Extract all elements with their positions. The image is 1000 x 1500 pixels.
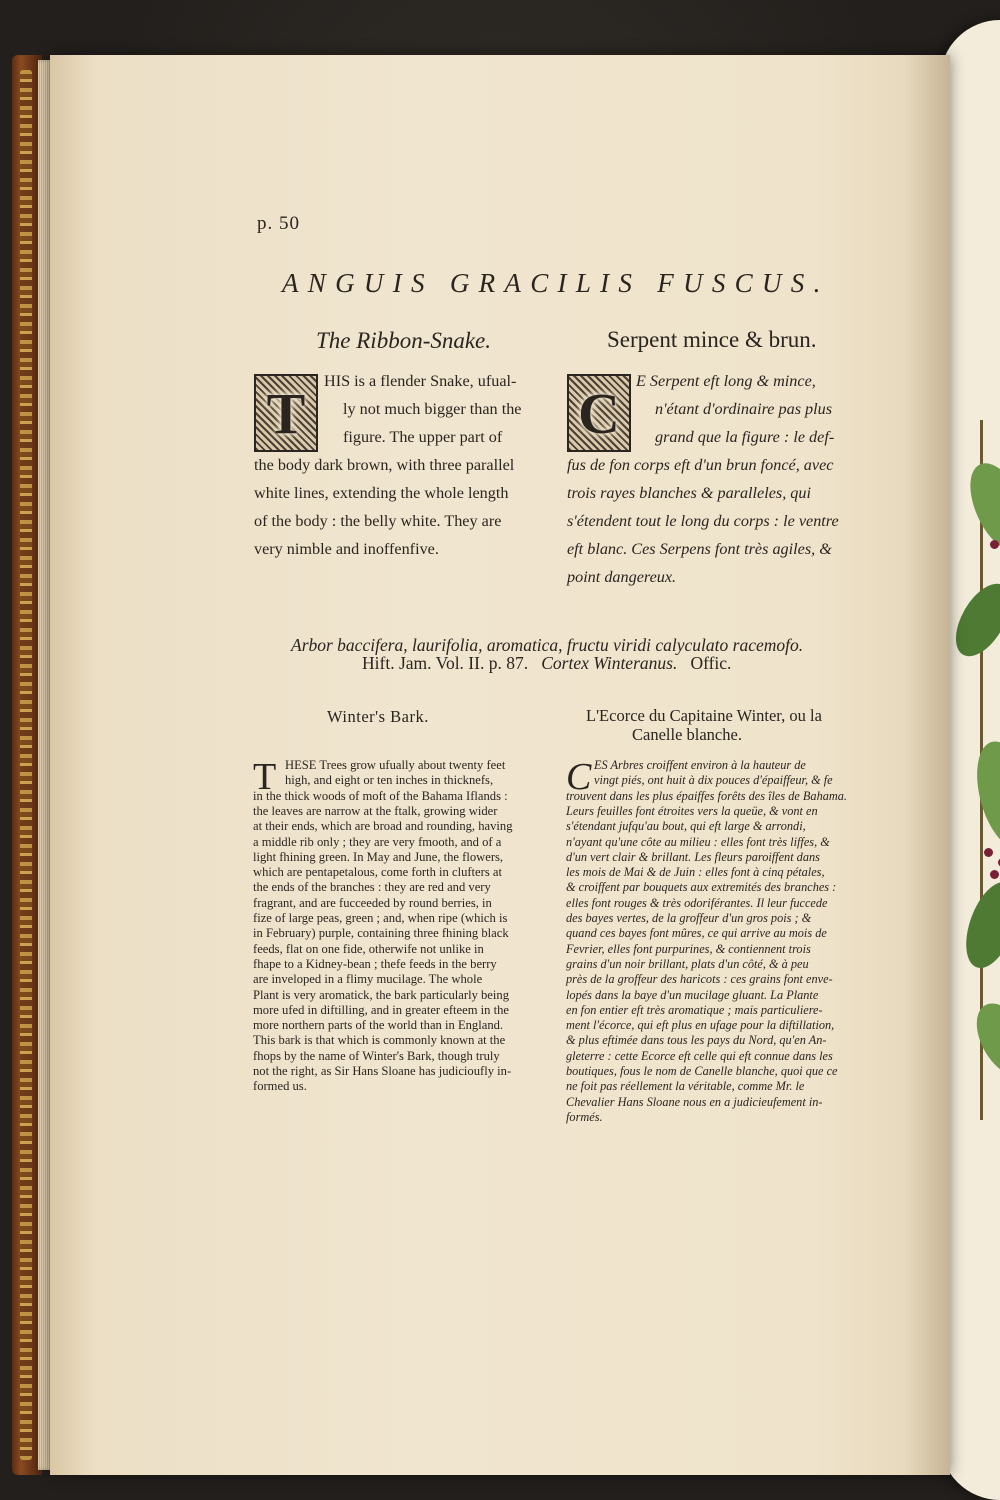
snake-text-fr-line: trois rayes blanches & paralleles, qui (567, 484, 811, 502)
plant-text-en-line: feeds, flat on one fide, otherwife not unlike in (253, 941, 484, 956)
plant-text-en-line: the leaves are narrow at the ftalk, growing wider (253, 803, 498, 818)
plant-text-fr-line: elles font rouges & très odoriférantes. Il leur fuccede (566, 895, 828, 910)
dropcap-letter: C (566, 756, 592, 798)
plant-text-en-line: the ends of the branches : they are red and very (253, 880, 491, 895)
plant-text-en-line: formed us. (253, 1079, 307, 1094)
plant-text-fr-line: d'un vert clair & brillant. Les fleurs paroiffent dans (566, 849, 820, 864)
plant-text-fr-line: s'étendant jufqu'au bout, qui eft large & arrondi, (566, 819, 806, 834)
gilt-edge (20, 70, 32, 1460)
snake-heading-english: The Ribbon-Snake. (316, 328, 492, 353)
plant-text-fr-line: vingt piés, ont huit à dix pouces d'épaiffeur, & fe (594, 773, 833, 788)
snake-text-en-line: the body dark brown, with three parallel (254, 456, 515, 474)
plant-text-en-line: fhape to a Kidney-bean ; thefe feeds in the berry (253, 956, 497, 971)
page-number: p. 50 (257, 213, 300, 234)
plant-text-fr-line: gleterre : cette Ecorce eft celle qui eft connue dans les (566, 1048, 833, 1063)
plant-text-en-line: Plant is very aromatick, the bark particularly being (253, 987, 509, 1002)
plant-text-en-line: HESE Trees grow ufually about twenty feet (285, 758, 506, 772)
snake-text-fr-line: grand que la figure : le def- (655, 428, 835, 446)
dropcap-letter: C (578, 380, 620, 446)
snake-text-fr-line: eft blanc. Ces Serpens font très agiles, & (567, 540, 832, 558)
snake-text-fr-line: fus de fon corps eft d'un brun foncé, avec (567, 456, 834, 474)
plant-text-fr-line: & plus eftimée dans tous les pays du Nord, qu'en An- (566, 1033, 827, 1048)
botanical-reference: Hift. Jam. Vol. II. p. 87. Cortex Winteranus. Offic. (362, 653, 732, 673)
plant-text-fr-line: en fon entier eft très aromatique ; mais particuliere- (566, 1002, 823, 1017)
plant-text-en-line: which are pentapetalous, come forth in clufters at (253, 865, 502, 880)
plant-text-fr-line: formés. (566, 1109, 603, 1124)
snake-text-fr-line: E Serpent eft long & mince, (636, 372, 816, 390)
dropcap-letter: T (253, 756, 277, 798)
plant-text-en-line: in February) purple, containing three fhining black (253, 926, 509, 941)
plant-text-fr-line: grains d'un noir brillant, plats d'un côté, & à peu (566, 956, 809, 971)
plant-text-fr-line: boutiques, fous le nom de Canelle blanche, quoi que ce (566, 1064, 838, 1078)
plant-text-fr-line: les mois de Mai & de Juin : elles font à cinq pétales, (566, 865, 825, 880)
plant-text-fr-line: Fevrier, elles font purpurines, & contiennent trois (566, 941, 811, 956)
plant-text-en-line: a middle rib only ; they are very fmooth, and of a (253, 834, 502, 849)
plant-text-en-line: not the right, as Sir Hans Sloane has judicioufly in- (253, 1064, 512, 1078)
plant-text-fr-line: Chevalier Hans Sloane nous en a judicieufement in- (566, 1094, 823, 1109)
plant-text-fr-line: ES Arbres croiffent environ à la hauteur de (594, 758, 806, 772)
snake-text-en-line: white lines, extending the whole length (254, 484, 509, 502)
plant-text-fr-line: ment l'écorce, qui eft plus en ufage pour la diftillation, (566, 1018, 835, 1033)
snake-heading-french: Serpent mince & brun. (607, 327, 817, 352)
snake-text-en-line: of the body : the belly white. They are (254, 512, 502, 530)
plant-text-fr-line: lopés dans la baye d'un mucilage gluant. La Plante (566, 987, 819, 1002)
snake-text-en-line: figure. The upper part of (343, 428, 503, 446)
plant-text-en-line: high, and eight or ten inches in thicknefs, (285, 773, 494, 788)
plant-text-en-line: This bark is that which is commonly known at the (253, 1033, 506, 1048)
species-title: ANGUIS GRACILIS FUSCUS. (282, 268, 830, 298)
plant-text-en-line: fize of large peas, green ; and, when ripe (which is (253, 911, 508, 925)
ornamental-dropcap-english (254, 374, 318, 452)
plant-text-fr-line: & croiffent par bouquets aux extremités des branches : (566, 880, 837, 895)
plant-text-fr-line: ne foit pas réellement la véritable, comme Mr. le (566, 1079, 805, 1094)
winters-bark-heading: Winter's Bark. (327, 707, 429, 726)
snake-text-en-line: HIS is a flender Snake, ufual- (324, 372, 517, 390)
plant-text-en-line: fragrant, and are fucceeded by round berries, in (253, 895, 492, 910)
ornamental-dropcap-french (567, 374, 631, 452)
plant-text-fr-line: près de la groffeur des haricots : ces grains font enve- (566, 972, 833, 987)
plant-text-en-line: are inveloped in a flimy mucilage. The whole (253, 972, 483, 987)
snake-text-fr-line: s'étendent tout le long du corps : le ventre (567, 512, 839, 530)
snake-text-en-line: ly not much bigger than the (343, 400, 522, 418)
plant-text-fr-line: des bayes vertes, de la groffeur d'un gros pois ; & (566, 911, 812, 925)
botanical-latin-name: Arbor baccifera, laurifolia, aromatica, fructu viridi calyculato racemofo. (291, 635, 804, 655)
plant-text-en-line: more ufed in diftilling, and in greater efteem in the (253, 1002, 509, 1017)
plant-text-en-line: more northern parts of the world than in England. (253, 1018, 504, 1033)
ecorce-heading-line2: Canelle blanche. (632, 725, 742, 744)
snake-text-fr-line: point dangereux. (567, 568, 677, 586)
plant-text-en-line: light fhining green. In May and June, the flowers, (253, 849, 504, 864)
snake-text-en-line: very nimble and inoffenfive. (254, 540, 439, 558)
plant-text-en-line: fhops by the name of Winter's Bark, though truly (253, 1048, 500, 1063)
dropcap-letter: T (266, 380, 306, 446)
plant-text-fr-line: Leurs feuilles font étroites vers la queüe, & vont en (566, 803, 818, 818)
plant-text-en-line: at their ends, which are broad and rounding, having (253, 819, 513, 834)
snake-text-fr-line: n'étant d'ordinaire pas plus (655, 400, 833, 418)
plant-text-fr-line: trouvent dans les plus épaiffes forêts des îles de Bahama. (566, 788, 847, 803)
plant-text-en-line: in the thick woods of moft of the Bahama Iflands : (253, 788, 508, 803)
plant-text-fr-line: n'ayant qu'une côte au milieu : elles font très liffes, & (566, 834, 830, 849)
plant-text-fr-line: quand ces bayes font mûres, ce qui arrive au mois de (566, 926, 827, 941)
ecorce-heading-line1: L'Ecorce du Capitaine Winter, ou la (586, 706, 822, 725)
